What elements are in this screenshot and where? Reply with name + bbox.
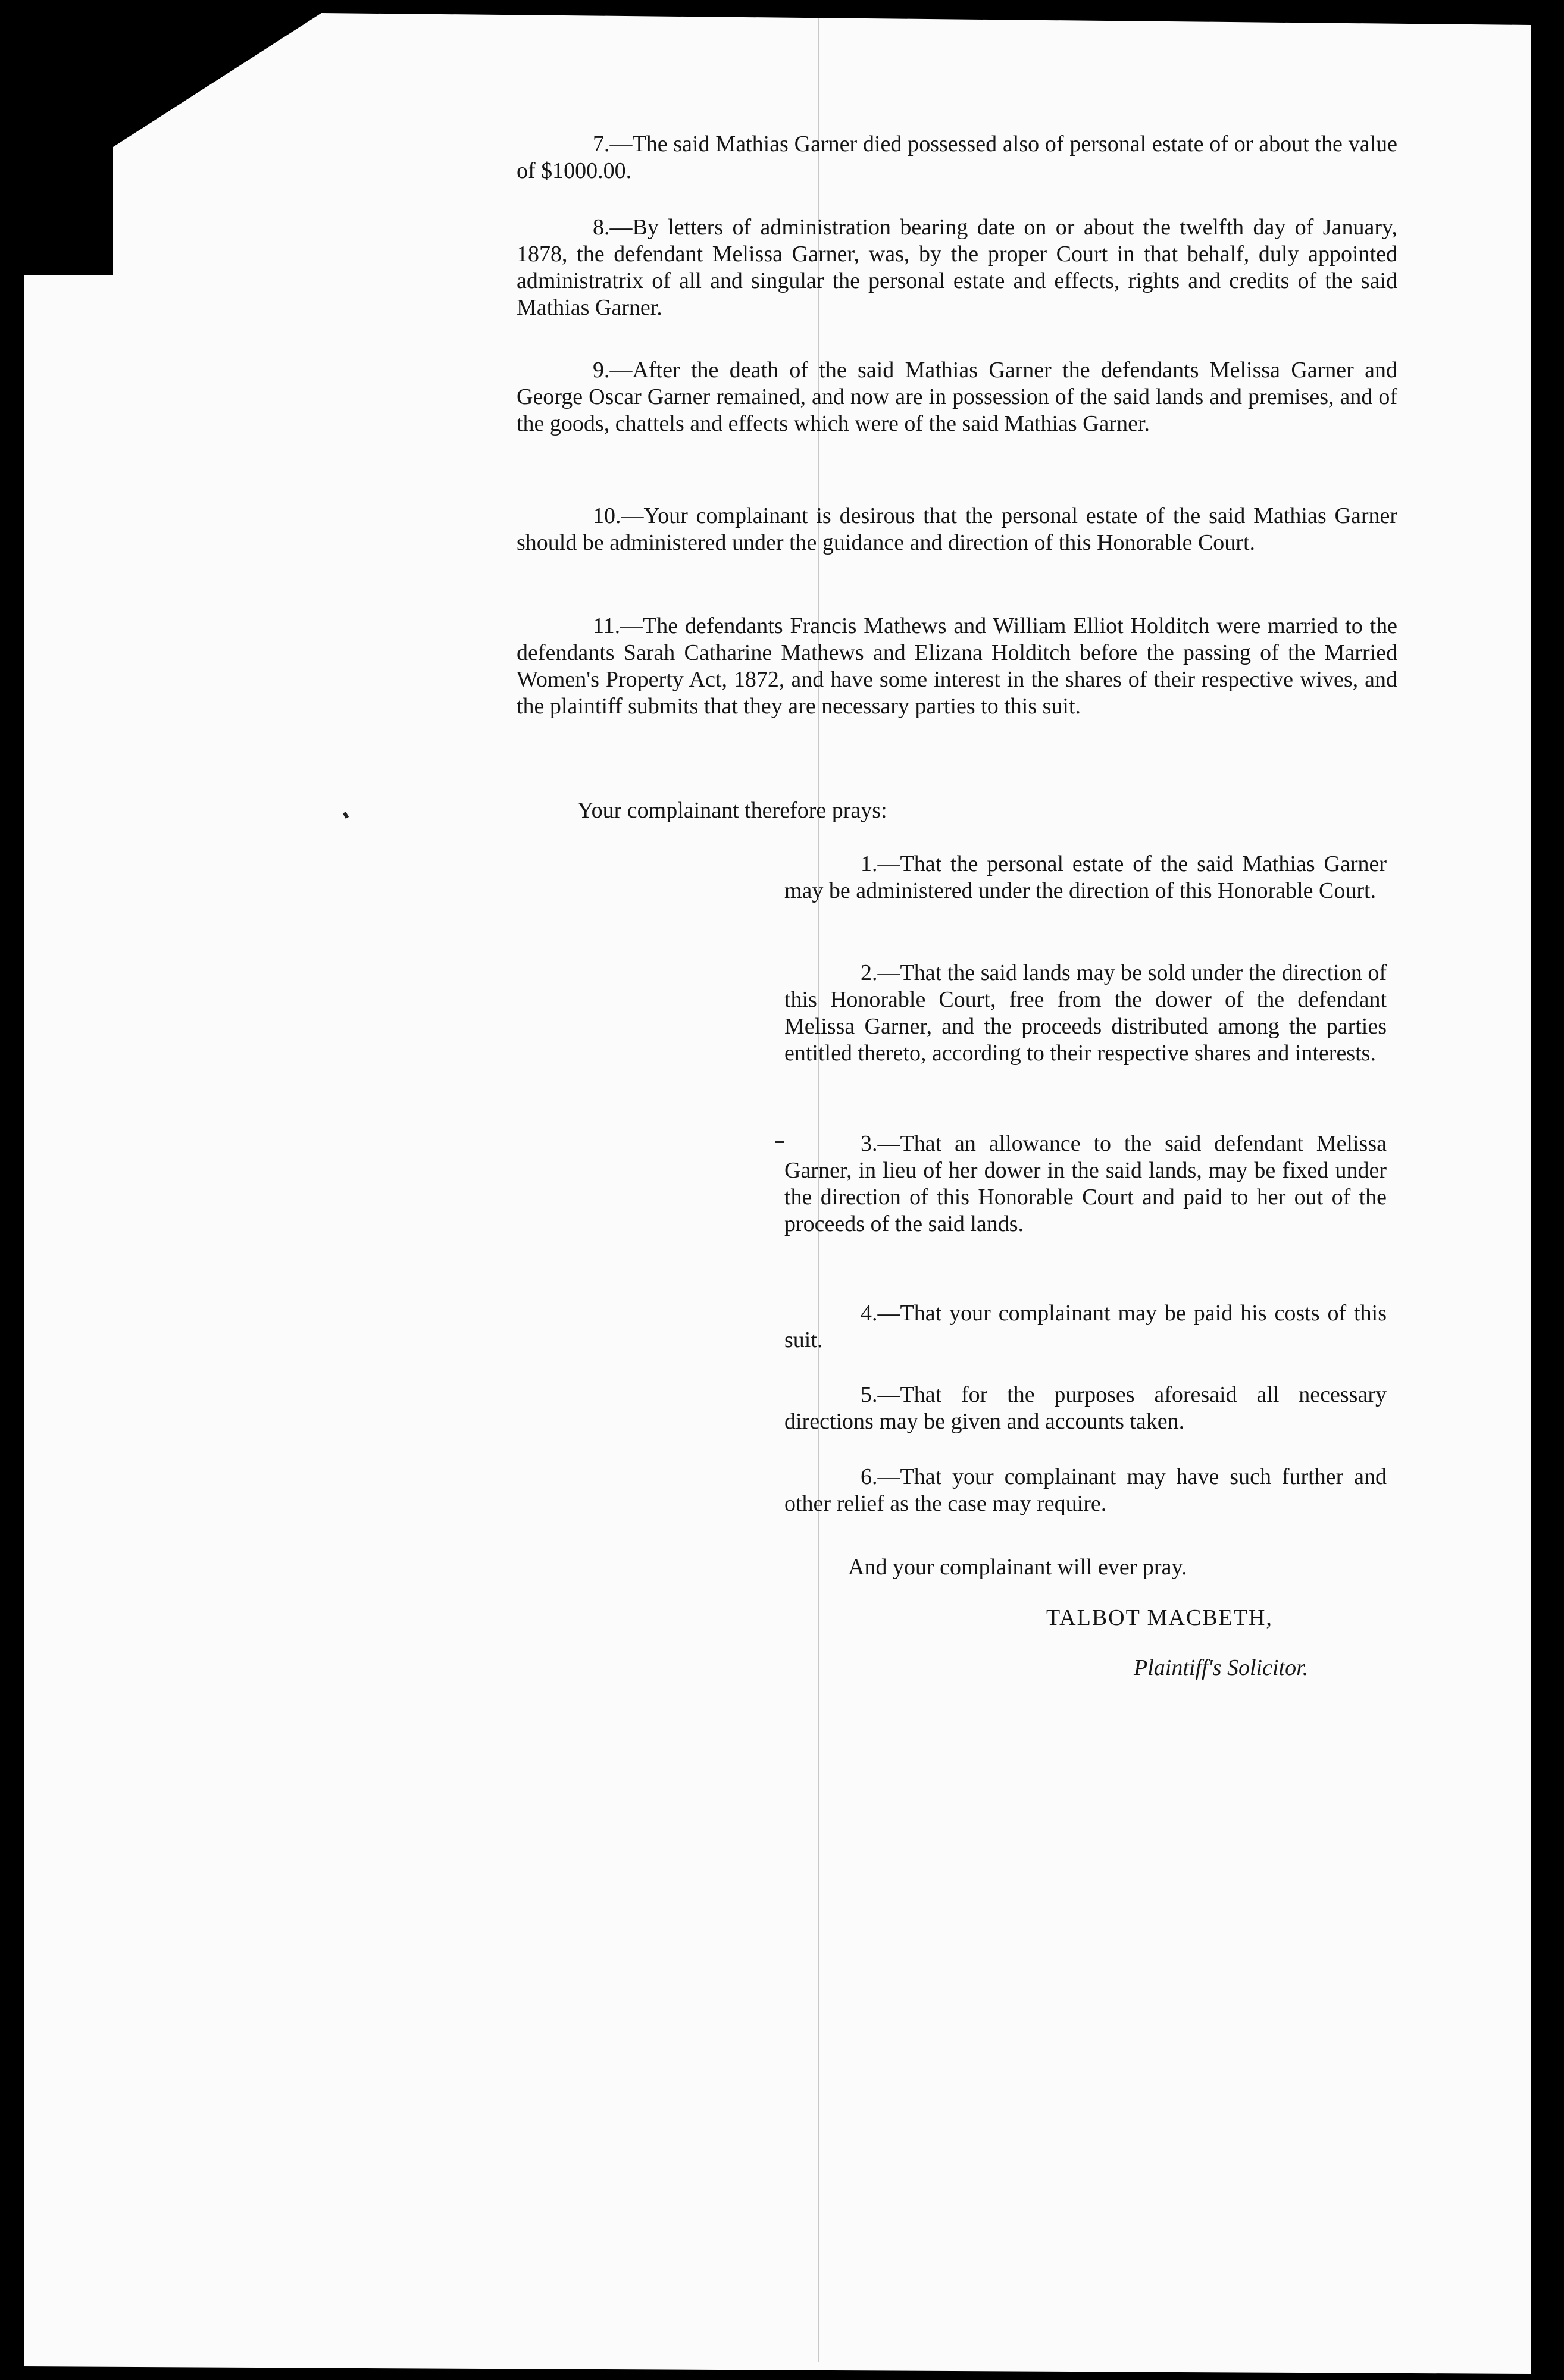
scan-border xyxy=(0,262,24,2380)
prayer-text: 4.—That your complainant may be paid his costs of this suit. xyxy=(784,1301,1387,1352)
signature-title: Plaintiff's Solicitor. xyxy=(1134,1655,1309,1680)
paragraph-text: 8.—By letters of administration bearing date on or about the twelfth day of January, 1878, the defendant Melissa Garner, was, by the proper Court in that behalf, duly appointed administratrix of all and singular the personal estate and effects, rights and credits of the said Mathias Garner. xyxy=(517,215,1397,320)
paragraph-10 xyxy=(517,503,1397,556)
prayer-text: 3.—That an allowance to the said defendant Melissa Garner, in lieu of her dower in the said lands, may be fixed under the direction of this Honorable Court and paid to her out of the proceeds of the said lands. xyxy=(784,1131,1387,1236)
prayer-2 xyxy=(784,960,1387,1067)
paragraph-text: 7.—The said Mathias Garner died possessed also of personal estate of or about the value of $1000.00. xyxy=(517,131,1397,183)
paragraph-11 xyxy=(517,613,1397,720)
paragraph-text: 9.—After the death of the said Mathias Garner the defendants Melissa Garner and George Oscar Garner remained, and now are in possession of the said lands and premises, and of the goods, chattels and effects which were of the said Mathias Garner. xyxy=(517,358,1397,436)
paragraph-8 xyxy=(517,214,1397,321)
prayer-5 xyxy=(784,1382,1387,1435)
ink-speck xyxy=(775,1141,784,1143)
prayer-3 xyxy=(784,1130,1387,1238)
prays-intro: Your complainant therefore prays: xyxy=(577,798,887,823)
closing-line: And your complainant will ever pray. xyxy=(848,1555,1187,1580)
prayer-text: 6.—That your complainant may have such further and other relief as the case may require. xyxy=(784,1464,1387,1516)
prayer-text: 2.—That the said lands may be sold under the direction of this Honorable Court, free from the dower of the defendant Melissa Garner, and the proceeds distributed among the parties entitled thereto, according to their respective shares and interests. xyxy=(784,960,1387,1066)
paragraph-9 xyxy=(517,357,1397,437)
prayer-1 xyxy=(784,851,1387,904)
paragraph-text: 11.—The defendants Francis Mathews and William Elliot Holditch were married to the defendants Sarah Catharine Mathews and Elizana Holditch before the passing of the Married Women's Property Act, 1872, and have some interest in the shares of their respective wives, and the plaintiff submits that they are necessary parties to this suit. xyxy=(517,613,1397,719)
prayer-6 xyxy=(784,1464,1387,1517)
paragraph-7 xyxy=(517,131,1397,184)
prayer-text: 5.—That for the purposes aforesaid all necessary directions may be given and accounts taken. xyxy=(784,1382,1387,1434)
signature-name: TALBOT MACBETH, xyxy=(1046,1605,1273,1630)
paragraph-text: 10.—Your complainant is desirous that the personal estate of the said Mathias Garner should be administered under the guidance and direction of this Honorable Court. xyxy=(517,503,1397,555)
prayer-text: 1.—That the personal estate of the said Mathias Garner may be administered under the direction of this Honorable Court. xyxy=(784,851,1387,903)
prayer-4 xyxy=(784,1300,1387,1354)
